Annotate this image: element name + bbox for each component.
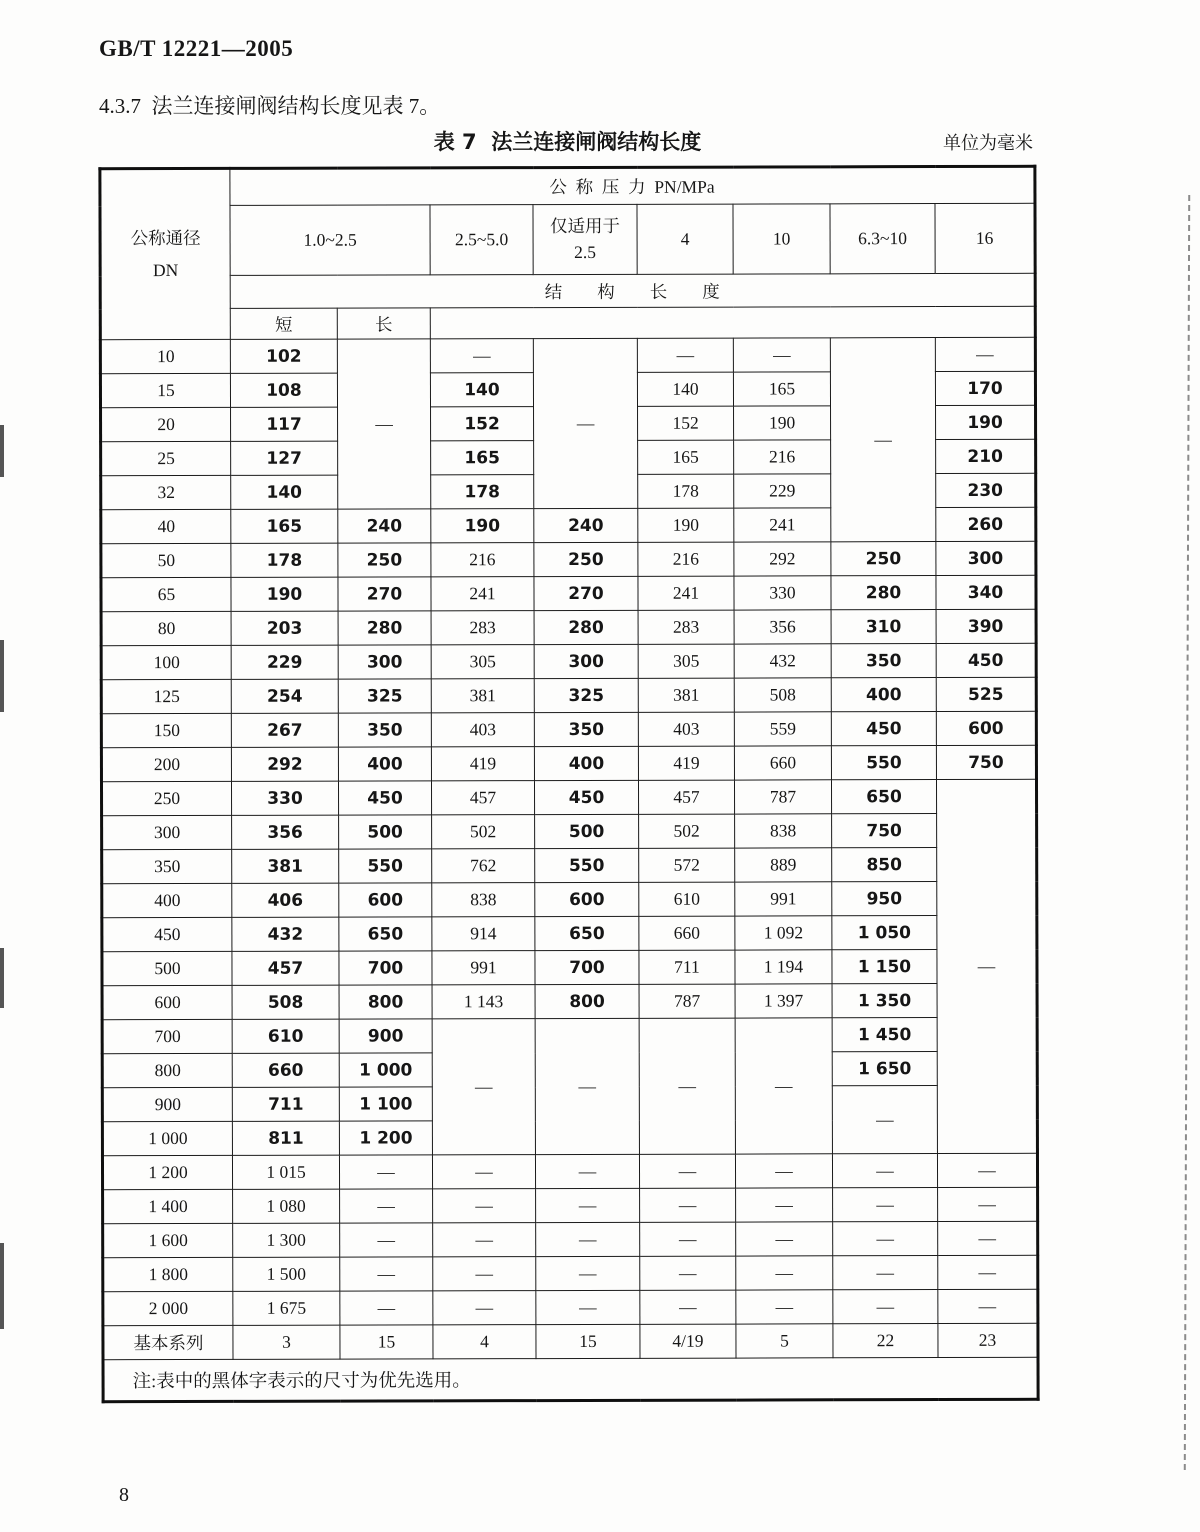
value-cell: 1 015 [232, 1155, 339, 1189]
value-cell: 165 [733, 372, 830, 406]
value-cell: 850 [832, 848, 937, 882]
value-cell: 1 080 [233, 1189, 340, 1223]
value-cell: 267 [231, 713, 338, 747]
scan-noise [0, 640, 4, 712]
value-cell: 500 [535, 814, 639, 848]
only-2-5-line2: 2.5 [574, 241, 597, 262]
dn-cell: 350 [102, 849, 232, 883]
dn-column-header [100, 168, 230, 339]
value-cell: 1 650 [832, 1052, 937, 1086]
value-cell: — [735, 1018, 832, 1154]
value-cell: 230 [936, 473, 1036, 507]
value-cell: 5 [736, 1324, 833, 1358]
value-cell: — [430, 339, 533, 373]
value-cell: 800 [339, 985, 432, 1019]
value-cell: 23 [938, 1323, 1038, 1357]
value-cell: 660 [232, 1053, 339, 1087]
value-cell: 165 [231, 509, 338, 543]
dn-cell: 1 000 [102, 1121, 232, 1155]
dn-cell: 1 200 [102, 1155, 232, 1189]
value-cell: 991 [432, 951, 535, 985]
value-cell: 1 050 [832, 916, 937, 950]
scan-noise [0, 948, 4, 1008]
dn-cell: 15 [100, 373, 230, 407]
value-cell: 1 450 [832, 1018, 937, 1052]
value-cell: 190 [638, 508, 734, 542]
value-cell: 403 [638, 712, 734, 746]
value-cell: — [833, 1256, 938, 1290]
structure-length-header: 结 构 长 度 [230, 273, 1035, 308]
value-cell: — [339, 1155, 432, 1189]
value-cell: 250 [831, 542, 936, 576]
value-cell: — [433, 1257, 536, 1291]
value-cell: 1 675 [233, 1291, 340, 1325]
value-cell: 216 [431, 543, 534, 577]
value-cell: 325 [534, 678, 638, 712]
value-cell: 4/19 [640, 1324, 736, 1358]
col-header-10: 10 [733, 204, 830, 274]
value-cell: 190 [231, 577, 338, 611]
value-cell: — [733, 338, 830, 372]
value-cell: 600 [339, 883, 432, 917]
value-cell: 305 [431, 645, 534, 679]
value-cell: 381 [232, 849, 339, 883]
value-cell: — [337, 339, 430, 509]
value-cell: 356 [232, 815, 339, 849]
only-2-5-line1: 仅适用于 [550, 215, 621, 237]
value-cell: 660 [734, 746, 831, 780]
sub-header-long: 长 [337, 308, 430, 339]
value-cell: 241 [734, 508, 831, 542]
table-note: 注:表中的黑体字表示的尺寸为优先选用。 [103, 1357, 1038, 1401]
dn-cell: 50 [101, 543, 231, 577]
value-cell: 1 500 [233, 1257, 340, 1291]
value-cell: 170 [935, 371, 1035, 405]
col-header-16: 16 [935, 203, 1035, 273]
value-cell: 165 [638, 440, 734, 474]
value-cell: 330 [231, 781, 338, 815]
table-body [100, 337, 1038, 1359]
value-cell: 450 [936, 643, 1036, 677]
structure-length-table [98, 165, 1039, 1403]
value-cell: 300 [936, 541, 1036, 575]
value-cell: 419 [431, 747, 534, 781]
value-cell: 280 [534, 610, 638, 644]
value-cell: 240 [534, 508, 638, 542]
value-cell: 750 [936, 745, 1036, 779]
value-cell: 310 [831, 610, 936, 644]
value-cell: 140 [637, 372, 733, 406]
value-cell: 4 [433, 1325, 536, 1359]
value-cell: — [832, 1154, 937, 1188]
dn-cell: 基本系列 [103, 1325, 233, 1359]
value-cell: — [936, 779, 1037, 1153]
value-cell: 400 [338, 747, 431, 781]
table-row [103, 1221, 1038, 1257]
value-cell: — [433, 1189, 536, 1223]
value-cell: 241 [638, 576, 734, 610]
value-cell: 457 [431, 781, 534, 815]
value-cell: 1 200 [339, 1121, 432, 1155]
value-cell: 457 [232, 951, 339, 985]
col-header-1-0-2-5: 1.0~2.5 [230, 205, 430, 276]
value-cell: 3 [233, 1325, 340, 1359]
table-row [101, 541, 1036, 577]
value-cell: 787 [734, 780, 831, 814]
value-cell: 700 [339, 951, 432, 985]
value-cell: — [533, 338, 637, 508]
value-cell: 203 [231, 611, 338, 645]
value-cell: 300 [338, 645, 431, 679]
value-cell: 559 [734, 712, 831, 746]
value-cell: — [340, 1257, 433, 1291]
value-cell: 457 [638, 780, 734, 814]
value-cell: — [433, 1291, 536, 1325]
value-cell: 950 [832, 882, 937, 916]
value-cell: 600 [535, 882, 639, 916]
dn-cell: 400 [102, 883, 232, 917]
dn-cell: 100 [101, 645, 231, 679]
dn-label-line2: DN [152, 259, 179, 280]
value-cell: 241 [431, 577, 534, 611]
table-row [101, 711, 1036, 747]
value-cell: — [639, 1018, 735, 1154]
value-cell: 762 [432, 849, 535, 883]
value-cell: 15 [340, 1325, 433, 1359]
dn-cell: 600 [102, 985, 232, 1019]
value-cell: 152 [431, 407, 534, 441]
value-cell: 325 [338, 679, 431, 713]
table-row [101, 609, 1036, 645]
value-cell: 1 350 [832, 984, 937, 1018]
table-row [103, 1289, 1038, 1325]
dn-cell: 450 [102, 917, 232, 951]
sub-header-short: 短 [230, 308, 337, 339]
dn-cell: 250 [101, 781, 231, 815]
value-cell: — [340, 1189, 433, 1223]
dn-cell: 150 [101, 713, 231, 747]
value-cell: 140 [430, 373, 533, 407]
value-cell: 210 [936, 439, 1036, 473]
value-cell: 610 [232, 1019, 339, 1053]
value-cell: — [938, 1187, 1038, 1221]
dn-cell: 40 [101, 509, 231, 543]
table-row [101, 779, 1036, 815]
dn-cell: 1 400 [103, 1189, 233, 1223]
value-cell: 350 [534, 712, 638, 746]
value-cell: 450 [831, 712, 936, 746]
pressure-title-header: 公 称 压 力 PN/MPa [230, 166, 1035, 205]
table-row [102, 1017, 1037, 1053]
value-cell: 22 [833, 1324, 938, 1358]
value-cell: 572 [639, 848, 735, 882]
dn-cell: 800 [102, 1053, 232, 1087]
value-cell: 800 [535, 984, 639, 1018]
value-cell: 838 [735, 814, 832, 848]
table-row [103, 1255, 1038, 1291]
value-cell: — [938, 1289, 1038, 1323]
dn-cell: 700 [102, 1019, 232, 1053]
standard-number: GB/T 12221—2005 [99, 36, 294, 61]
value-cell: 350 [831, 644, 936, 678]
value-cell: — [432, 1155, 535, 1189]
value-cell: 250 [534, 542, 638, 576]
col-header-6-3-10: 6.3~10 [830, 204, 935, 274]
table-row [102, 847, 1037, 883]
value-cell: 700 [535, 950, 639, 984]
value-cell: — [536, 1290, 640, 1324]
value-cell: 260 [936, 507, 1036, 541]
value-cell: — [833, 1188, 938, 1222]
value-cell: 550 [831, 746, 936, 780]
table-row [102, 813, 1037, 849]
value-cell: 660 [639, 916, 735, 950]
dn-cell: 80 [101, 611, 231, 645]
value-cell: — [432, 1019, 535, 1155]
value-cell: 15 [536, 1324, 640, 1358]
dn-cell: 300 [102, 815, 232, 849]
table-row [101, 677, 1036, 713]
value-cell: — [536, 1256, 640, 1290]
dn-cell: 200 [101, 747, 231, 781]
value-cell: 406 [232, 883, 339, 917]
dn-cell: 10 [100, 339, 230, 373]
table-header [100, 166, 1035, 339]
table-row [102, 915, 1037, 951]
value-cell: 650 [339, 917, 432, 951]
value-cell: — [735, 1154, 832, 1188]
value-cell: 508 [232, 985, 339, 1019]
table-row [102, 949, 1037, 985]
dn-cell: 1 600 [103, 1223, 233, 1257]
unit-label: 单位为毫米 [943, 133, 1033, 153]
value-cell: 117 [231, 407, 338, 441]
value-cell: 502 [432, 815, 535, 849]
value-cell: 450 [534, 780, 638, 814]
value-cell: 500 [339, 815, 432, 849]
value-cell: 178 [431, 475, 534, 509]
value-cell: 550 [339, 849, 432, 883]
dn-cell: 25 [101, 441, 231, 475]
value-cell: 390 [936, 609, 1036, 643]
value-cell: 450 [338, 781, 431, 815]
scan-noise [1184, 195, 1190, 1470]
value-cell: 1 194 [735, 950, 832, 984]
value-cell: 190 [431, 509, 534, 543]
value-cell: 270 [534, 576, 638, 610]
dn-cell: 20 [101, 407, 231, 441]
value-cell: 381 [431, 679, 534, 713]
value-cell: 650 [535, 916, 639, 950]
value-cell: 165 [431, 441, 534, 475]
value-cell: 356 [734, 610, 831, 644]
value-cell: — [640, 1222, 736, 1256]
dn-cell: 32 [101, 475, 231, 509]
value-cell: 292 [734, 542, 831, 576]
value-cell: 140 [231, 475, 338, 509]
col-header-2-5-5-0: 2.5~5.0 [430, 205, 533, 275]
value-cell: 292 [231, 747, 338, 781]
value-cell: — [536, 1188, 640, 1222]
value-cell: 305 [638, 644, 734, 678]
dn-cell: 900 [102, 1087, 232, 1121]
value-cell: 811 [232, 1121, 339, 1155]
value-cell: — [535, 1154, 639, 1188]
value-cell: — [736, 1256, 833, 1290]
value-cell: 340 [936, 575, 1036, 609]
value-cell: 787 [639, 984, 735, 1018]
section-heading: 4.3.7 法兰连接闸阀结构长度见表 7。 [99, 94, 441, 118]
value-cell: 190 [936, 405, 1036, 439]
value-cell: 190 [734, 406, 831, 440]
dn-cell: 1 800 [103, 1257, 233, 1291]
value-cell: — [937, 1153, 1037, 1187]
value-cell: 432 [232, 917, 339, 951]
value-cell: — [640, 1290, 736, 1324]
table-row [102, 983, 1037, 1019]
value-cell: — [832, 1086, 937, 1154]
value-cell: — [938, 1255, 1038, 1289]
value-cell: 240 [338, 509, 431, 543]
table-row [103, 1323, 1038, 1359]
table-row [103, 1187, 1038, 1223]
value-cell: 229 [231, 645, 338, 679]
value-cell: — [340, 1291, 433, 1325]
value-cell: 1 000 [339, 1053, 432, 1087]
value-cell: 610 [639, 882, 735, 916]
value-cell: 508 [734, 678, 831, 712]
value-cell: — [536, 1222, 640, 1256]
value-cell: 178 [638, 474, 734, 508]
value-cell: — [935, 337, 1035, 371]
value-cell: 400 [831, 678, 936, 712]
value-cell: 1 300 [233, 1223, 340, 1257]
dn-cell: 2 000 [103, 1291, 233, 1325]
value-cell: — [640, 1256, 736, 1290]
dn-cell: 125 [101, 679, 231, 713]
value-cell: 254 [231, 679, 338, 713]
value-cell: — [833, 1222, 938, 1256]
value-cell: — [535, 1018, 639, 1154]
value-cell: 270 [338, 577, 431, 611]
value-cell: 1 100 [339, 1087, 432, 1121]
value-cell: 525 [936, 677, 1036, 711]
value-cell: 216 [638, 542, 734, 576]
value-cell: 152 [638, 406, 734, 440]
value-cell: — [833, 1290, 938, 1324]
value-cell: 403 [431, 713, 534, 747]
value-cell: 1 092 [735, 916, 832, 950]
col-header-4: 4 [637, 204, 733, 274]
table-caption: 表 7 法兰连接闸阀结构长度 [433, 130, 702, 154]
value-cell: 711 [232, 1087, 339, 1121]
value-cell: 400 [534, 746, 638, 780]
value-cell: 838 [432, 883, 535, 917]
value-cell: — [433, 1223, 536, 1257]
table-row [101, 575, 1036, 611]
value-cell: 550 [535, 848, 639, 882]
value-cell: 502 [639, 814, 735, 848]
value-cell: 1 143 [432, 985, 535, 1019]
table-row [101, 745, 1036, 781]
dn-cell: 500 [102, 951, 232, 985]
value-cell: 283 [431, 611, 534, 645]
value-cell: 283 [638, 610, 734, 644]
value-cell: 300 [534, 644, 638, 678]
value-cell: 108 [230, 373, 337, 407]
value-cell: 1 150 [832, 950, 937, 984]
value-cell: — [637, 338, 733, 372]
table-row [102, 881, 1037, 917]
value-cell: 280 [338, 611, 431, 645]
value-cell: 419 [638, 746, 734, 780]
value-cell: 250 [338, 543, 431, 577]
value-cell: — [340, 1223, 433, 1257]
value-cell: 229 [734, 474, 831, 508]
value-cell: 711 [639, 950, 735, 984]
value-cell: — [736, 1222, 833, 1256]
value-cell: 432 [734, 644, 831, 678]
page-number: 8 [119, 1484, 129, 1506]
value-cell: 381 [638, 678, 734, 712]
value-cell: 889 [735, 848, 832, 882]
value-cell: — [830, 338, 936, 542]
value-cell: 750 [832, 814, 937, 848]
value-cell: 216 [734, 440, 831, 474]
value-cell: 178 [231, 543, 338, 577]
value-cell: — [736, 1188, 833, 1222]
sub-header-empty [430, 306, 1035, 339]
dn-label-line1: 公称通径 [130, 227, 201, 249]
scan-noise [0, 1243, 4, 1329]
value-cell: 914 [432, 917, 535, 951]
table-footer [103, 1357, 1038, 1401]
value-cell: 1 397 [735, 984, 832, 1018]
value-cell: — [736, 1290, 833, 1324]
value-cell: 900 [339, 1019, 432, 1053]
col-header-only-2-5 [533, 204, 637, 274]
value-cell: 600 [936, 711, 1036, 745]
table-row [102, 1153, 1037, 1189]
value-cell: 330 [734, 576, 831, 610]
value-cell: — [938, 1221, 1038, 1255]
value-cell: 350 [338, 713, 431, 747]
dn-cell: 65 [101, 577, 231, 611]
scan-noise [0, 425, 4, 477]
value-cell: 991 [735, 882, 832, 916]
value-cell: — [639, 1154, 735, 1188]
value-cell: 650 [831, 780, 936, 814]
table-row [101, 643, 1036, 679]
value-cell: 280 [831, 576, 936, 610]
value-cell: 102 [230, 339, 337, 373]
value-cell: — [640, 1188, 736, 1222]
value-cell: 127 [231, 441, 338, 475]
table-row [100, 337, 1035, 373]
